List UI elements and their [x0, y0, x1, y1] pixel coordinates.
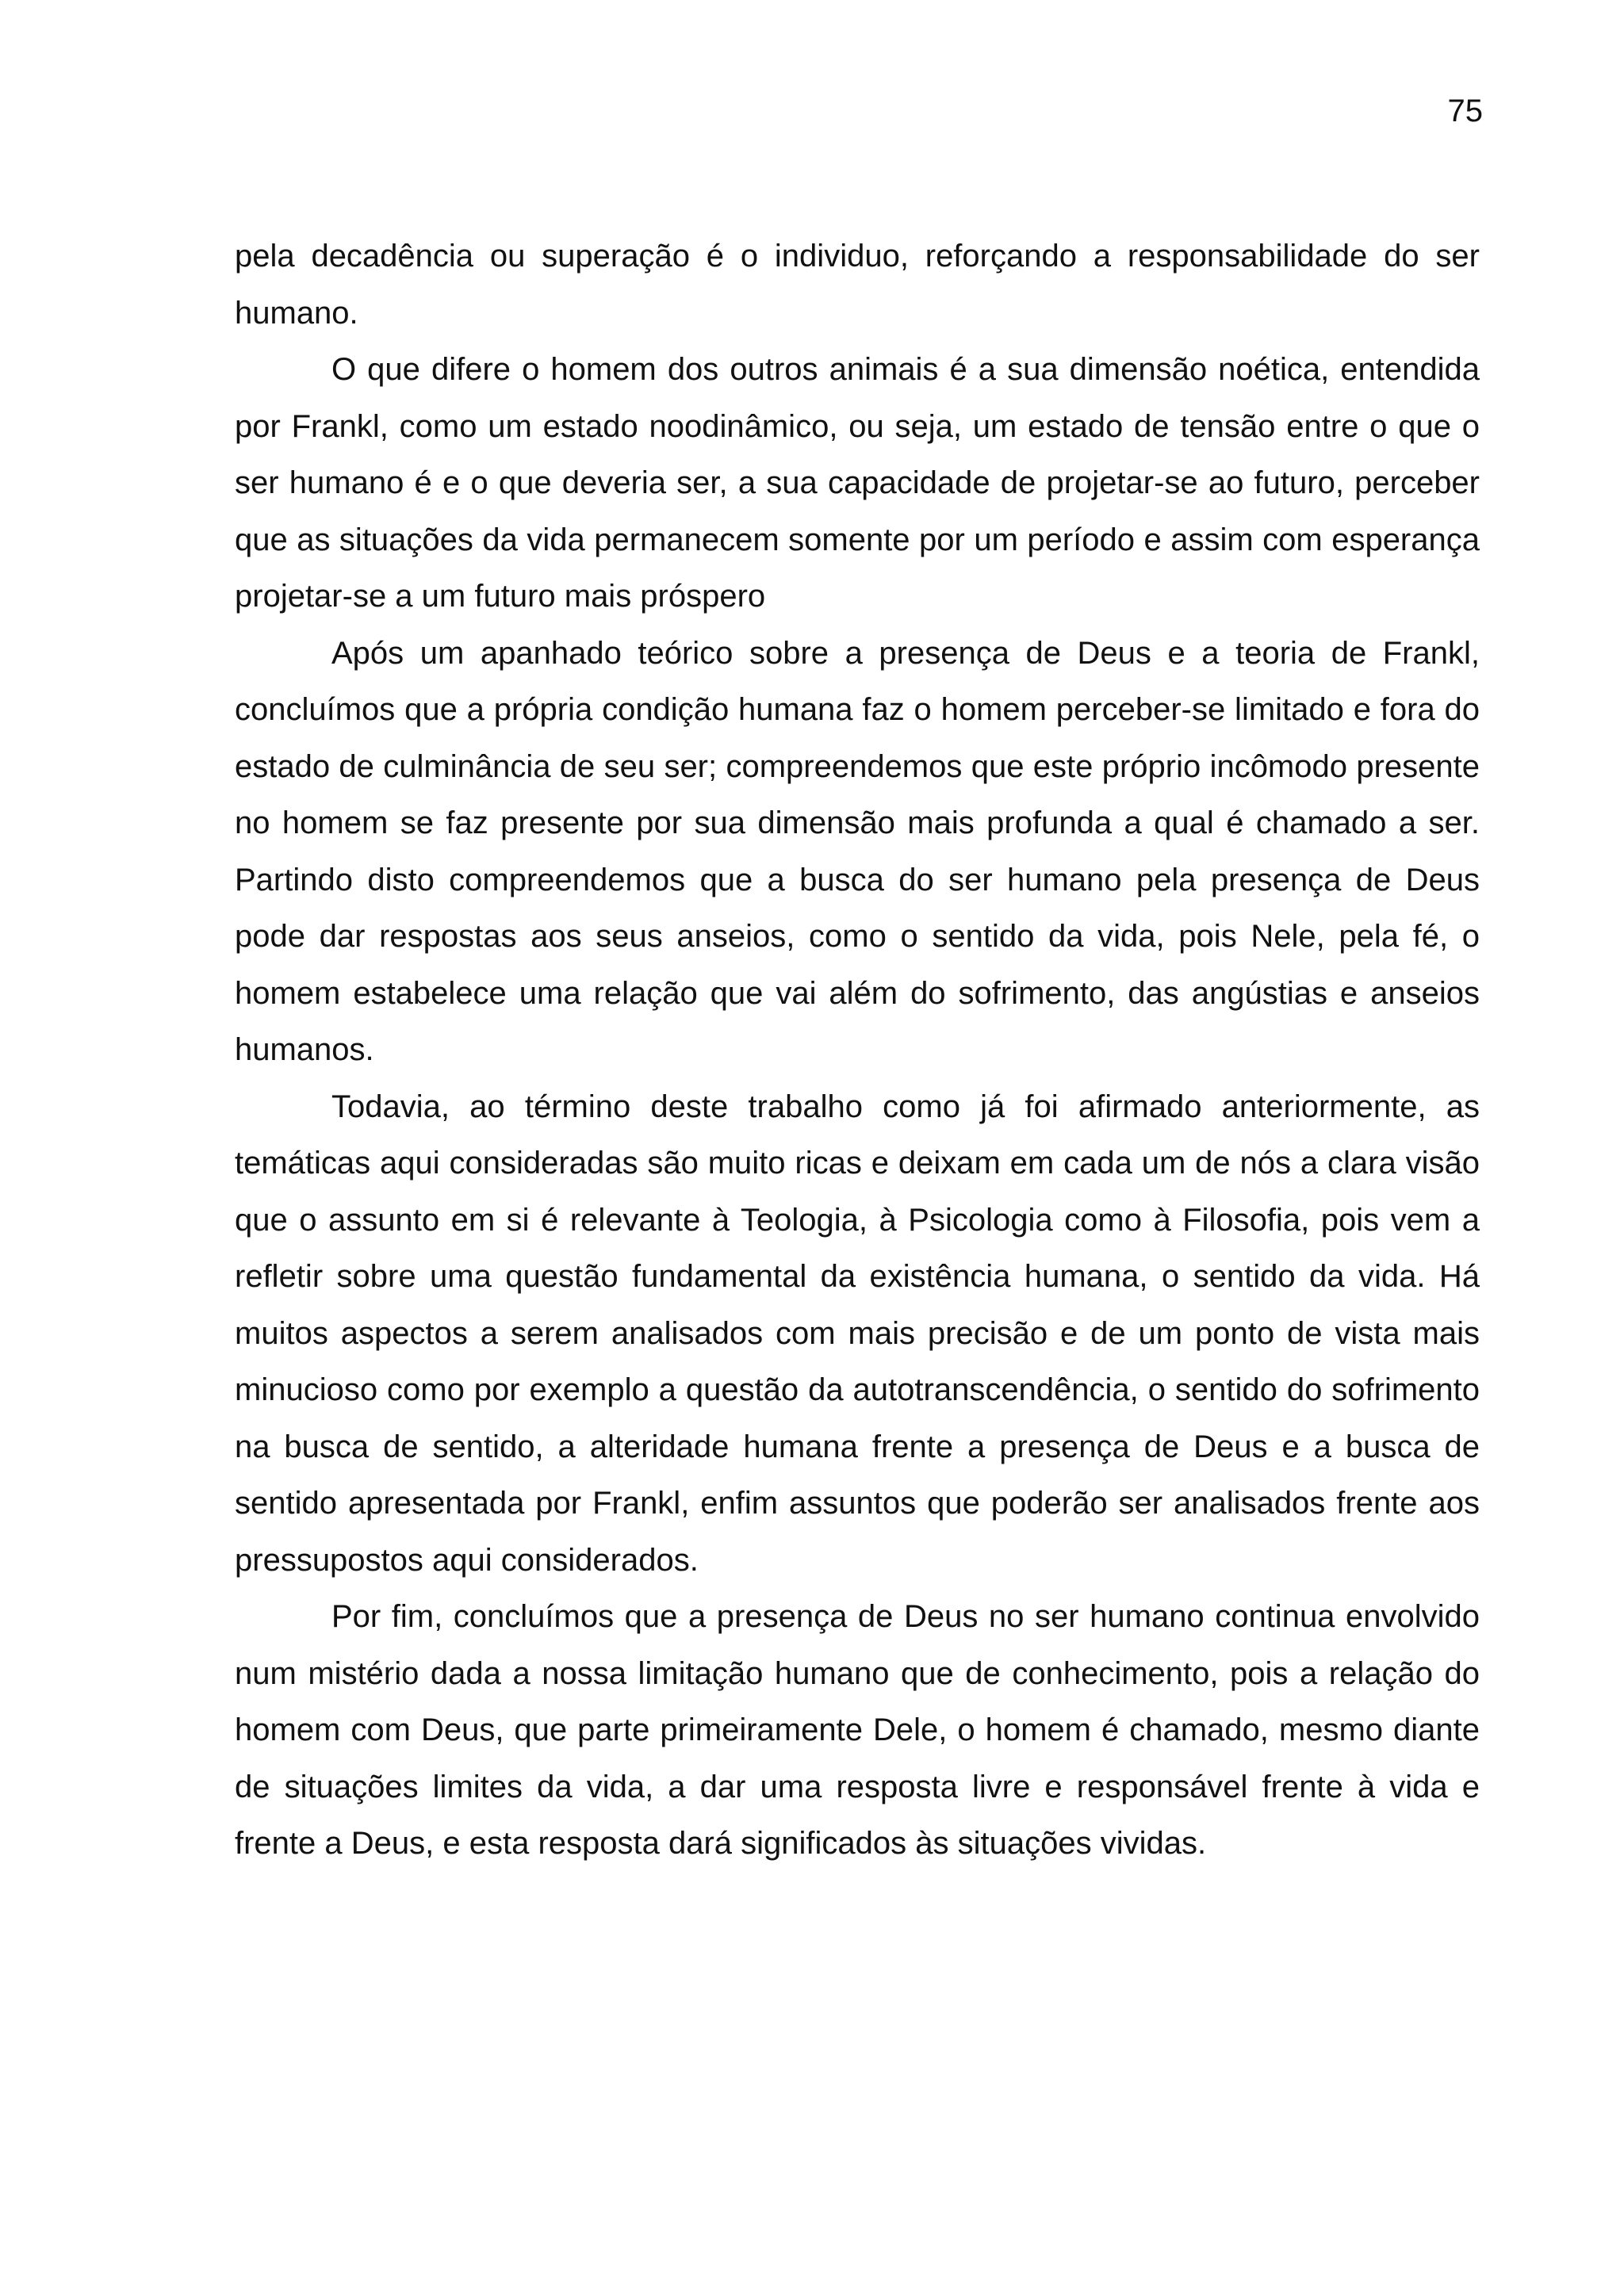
paragraph: O que difere o homem dos outros animais é a sua dimensão noética, entendida por Frankl, como um estado noodinâmico, ou seja, um estado de tensão entre o que o ser humano é e o que deveria ser, a sua capacidade de projetar-se ao futuro, perceber que as situações da vida permanecem somente por um período e assim com esperança projetar-se a um futuro mais próspero [235, 352, 1480, 614]
paragraph: Por fim, concluímos que a presença de Deus no ser humano continua envolvido num mistério dada a nossa limitação humano que de conhecimento, pois a relação do homem com Deus, que parte primeiramente Dele, o homem é chamado, mesmo diante de situações limites da vida, a dar uma resposta livre e responsável frente à vida e frente a Deus, e esta resposta dará significados às situações vividas. [235, 1599, 1480, 1861]
page-number: 75 [1447, 94, 1483, 128]
paragraph: Todavia, ao término deste trabalho como já foi afirmado anteriormente, as temáticas aqui consideradas são muito ricas e deixam em cada um de nós a clara visão que o assunto em si é relevante à Teologia, à Psicologia como à Filosofia, pois vem a refletir sobre uma questão fundamental da existência humana, o sentido da vida. Há muitos aspectos a serem analisados com mais precisão e de um ponto de vista mais minucioso como por exemplo a questão da autotranscendência, o sentido do sofrimento na busca de sentido, a alteridade humana frente a presença de Deus e a busca de sentido apresentada por Frankl, enfim assuntos que poderão ser analisados frente aos pressupostos aqui considerados. [235, 1089, 1480, 1578]
body-text [235, 228, 1480, 1873]
paragraph-continuation: pela decadência ou superação é o individuo, reforçando a responsabilidade do ser humano. [235, 239, 1480, 331]
paragraph: Após um apanhado teórico sobre a presença de Deus e a teoria de Frankl, concluímos que a própria condição humana faz o homem perceber-se limitado e fora do estado de culminância de seu ser; compreendemos que este próprio incômodo presente no homem se faz presente por sua dimensão mais profunda a qual é chamado a ser. Partindo disto compreendemos que a busca do ser humano pela presença de Deus pode dar respostas aos seus anseios, como o sentido da vida, pois Nele, pela fé, o homem estabelece uma relação que vai além do sofrimento, das angústias e anseios humanos. [235, 635, 1480, 1067]
